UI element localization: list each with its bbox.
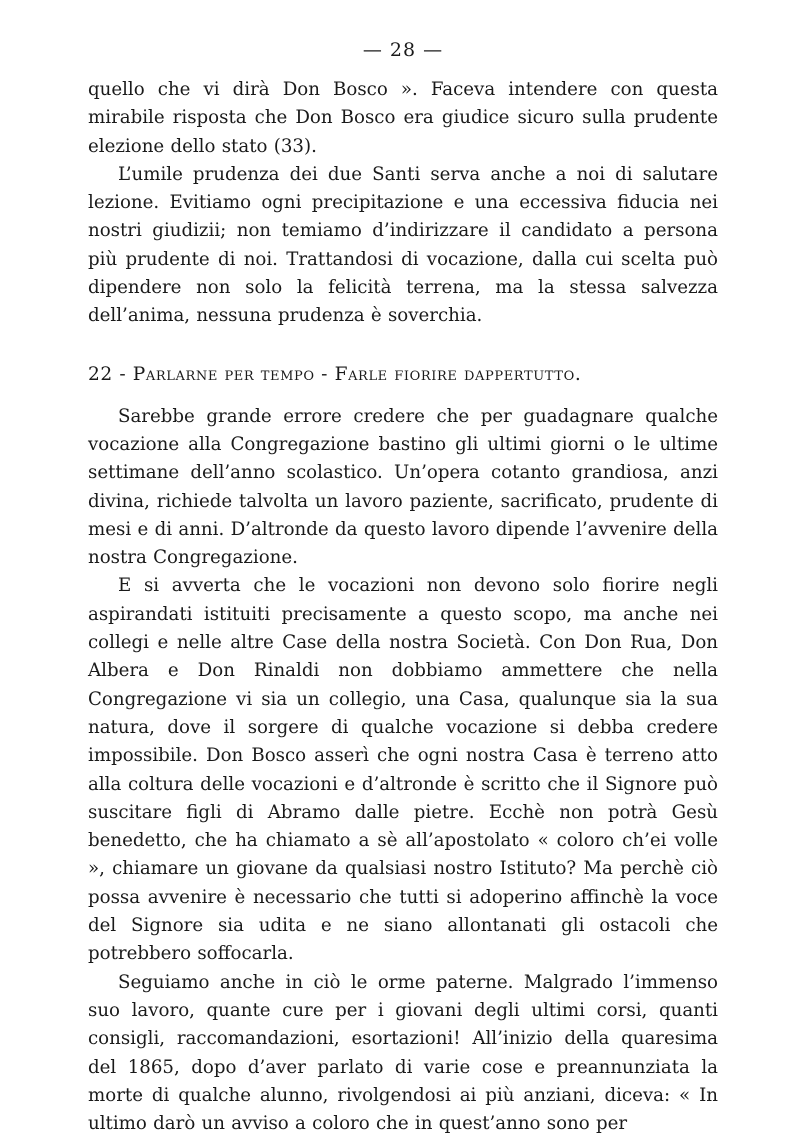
paragraph-errore: Sarebbe grande errore credere che per guadagnare qualche vocazione alla Congregazione bastino gli ultimi giorni o le ultime settimane dell’anno scolastico. Un’opera cotanto grandiosa, anzi divina, richiede talvolta un lavoro paziente, sacrificato, prudente di mesi e di anni. D’altronde da questo lavoro dipende l’avvenire della nostra Congregazione. (88, 405, 718, 569)
section-title: Parlarne per tempo - Farle fiorire dappertutto. (132, 363, 582, 385)
section-heading (88, 361, 718, 389)
page-number: — 28 — (362, 39, 444, 61)
paragraph-orme-paterne: Seguiamo anche in ciò le orme paterne. Malgrado l’immenso suo lavoro, quante cure per i giovani degli ultimi corsi, quanti consigli, raccomandazioni, esortazioni! All’inizio della quaresima del 1865, dopo d’aver parlato di varie cose e preannunziata la morte di qualche alunno, rivolgendosi ai più anziani, diceva: « In ultimo darò un avviso a coloro che in quest’anno sono per (88, 971, 718, 1135)
paragraph-prudenza: L’umile prudenza dei due Santi serva anche a noi di salutare lezione. Evitiamo ogni precipitazione e una eccessiva fiducia nei nostri giudizii; non temiamo d’indirizzare il candidato a persona più prudente di noi. Trattandosi di vocazione, dalla cui scelta può dipendere non solo la felicità terrena, ma la stessa salvezza dell’anima, nessuna prudenza è soverchia. (88, 163, 718, 327)
paragraph-continuation: quello che vi dirà Don Bosco ». Faceva intendere con questa mirabile risposta che Don Bosco era giudice sicuro sulla prudente elezione dello stato (33). (88, 79, 718, 157)
paragraph-vocazioni: E si avverta che le vocazioni non devono solo fiorire negli aspirandati istituiti precisamente a questo scopo, ma anche nei collegi e nelle altre Case della nostra Società. Con Don Rua, Don Albera e Don Rinaldi non dobbiamo ammettere che nella Congregazione vi sia un collegio, una Casa, qualunque sia la sua natura, dove il sorgere di qualche vocazione si debba credere impossibile. Don Bosco asserì che ogni nostra Casa è terreno atto alla coltura delle vocazioni e d’altronde è scritto che il Signore può suscitare figli di Abramo dalle pietre. Ecchè non potrà Gesù benedetto, che ha chiamato a sè all’apostolato « coloro ch’ei volle », chiamare un giovane da qualsiasi nostro Istituto? Ma perchè ciò possa avvenire è necessario che tutti si adoperino affinchè la voce del Signore sia udita e ne siano allontanati gli ostacoli che potrebbero soffocarla. (88, 575, 718, 965)
book-page (88, 38, 718, 1138)
section-number: 22 - (88, 363, 127, 385)
